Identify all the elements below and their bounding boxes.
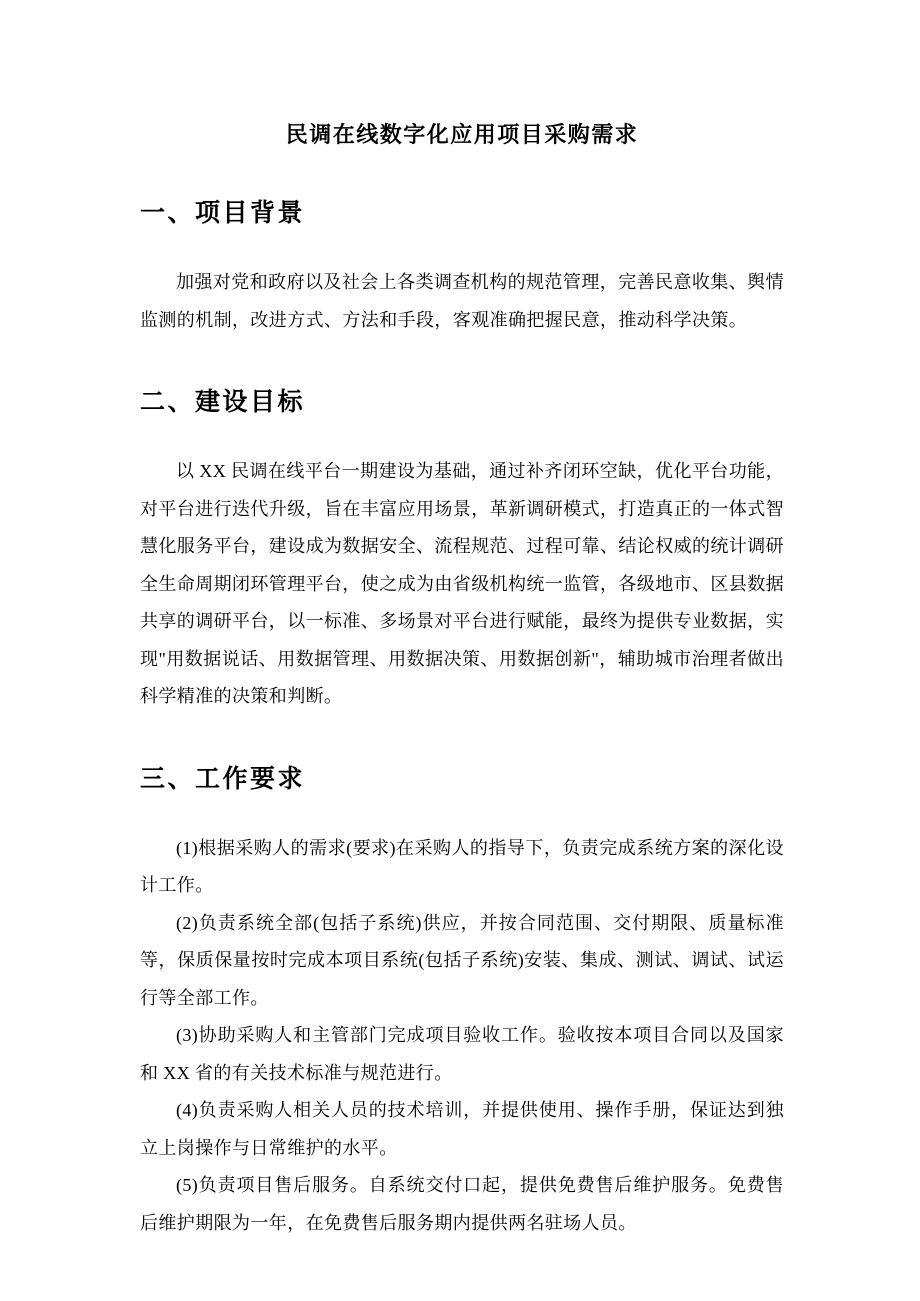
paragraph: 以 XX 民调在线平台一期建设为基础，通过补齐闭环空缺，优化平台功能，对平台进行迭代升级，旨在丰富应用场景，革新调研模式，打造真正的一体式智慧化服务平台，建设成为数据安全、流程规范、过程可靠、结论权威的统计调研全生命周期闭环管理平台，使之成为由省级机构统一监管，各级地市、区县数据共享的调研平台，以一标准、多场景对平台进行赋能，最终为提供专业数据，实现"用数据说话、用数据管理、用数据决策、用数据创新"，辅助城市治理者做出科学精准的决策和判断。: [140, 461, 784, 706]
paragraph-work-item-5: (5)负责项目售后服务。自系统交付口起，提供免费售后维护服务。免费售后维护期限为一年，在免费售后服务期内提供两名驻场人员。: [140, 1175, 784, 1233]
paragraph-work-item-1: (1)根据采购人的需求(要求)在采购人的指导下，负责完成系统方案的深化设计工作。: [140, 837, 784, 895]
section-heading-project-background: 一、项目背景: [140, 200, 306, 227]
section-heading-construction-goals: 二、建设目标: [140, 389, 306, 416]
section-work-requirements: [140, 764, 784, 1243]
paragraph-work-item-4: (4)负责采购人相关人员的技术培训，并提供使用、操作手册，保证达到独立上岗操作与日常维护的水平。: [140, 1100, 784, 1158]
paragraph: 加强对党和政府以及社会上各类调查机构的规范管理，完善民意收集、舆情监测的机制，改进方式、方法和手段，客观准确把握民意，推动科学决策。: [140, 272, 784, 330]
paragraph-work-item-2: (2)负责系统全部(包括子系统)供应，并按合同范围、交付期限、质量标准等，保质保量按时完成本项目系统(包括子系统)安装、集成、测试、调试、试运行等全部工作。: [140, 912, 784, 1008]
section-construction-goals: [140, 387, 784, 716]
section-heading-work-requirements: 三、工作要求: [140, 765, 306, 793]
paragraph-work-item-3: (3)协助采购人和主管部门完成项目验收工作。验收按本项目合同以及国家和 XX 省的有关技术标准与规范进行。: [140, 1025, 784, 1083]
section-project-background: [140, 198, 784, 339]
document-title: 民调在线数字化应用项目采购需求: [285, 122, 639, 147]
